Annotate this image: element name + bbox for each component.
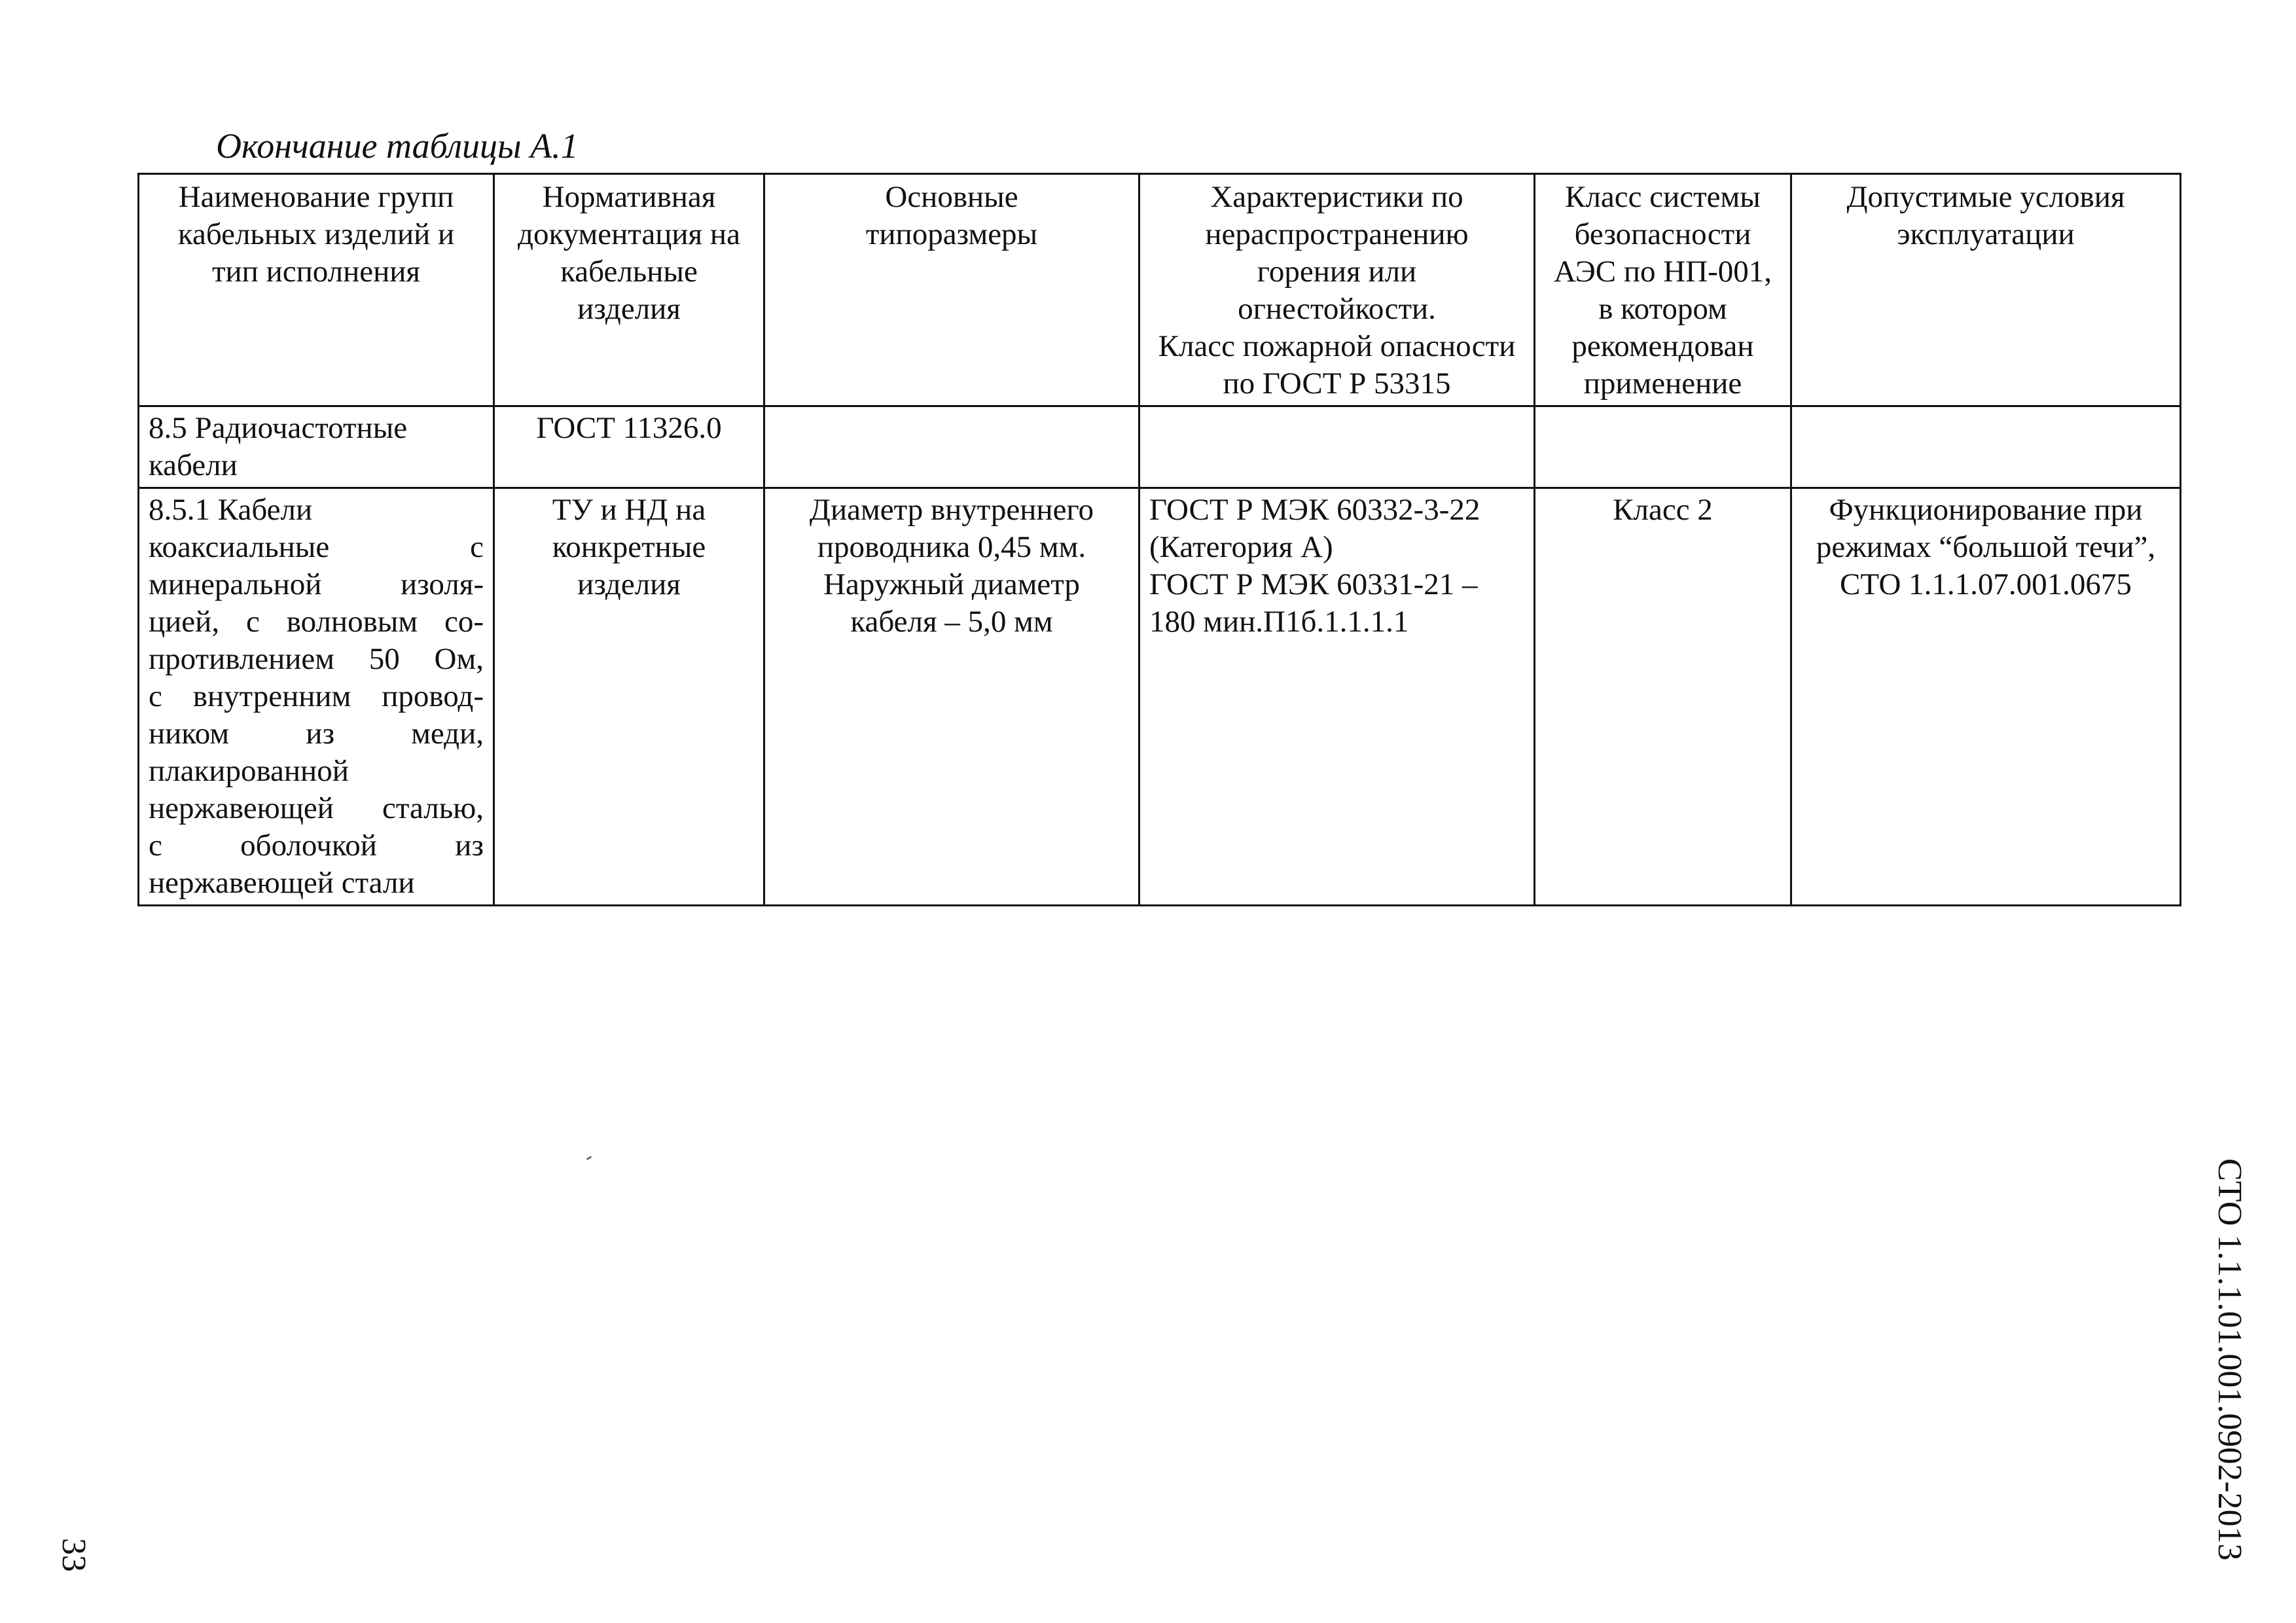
- header-text: Класс системы: [1565, 180, 1761, 214]
- header-text: нераспространению: [1205, 217, 1469, 251]
- cell-text: коаксиальные с: [149, 530, 484, 564]
- cell-operating-conditions: [1791, 488, 2181, 906]
- cell-normative-docs: [494, 488, 764, 906]
- cell-safety-class: [1535, 406, 1791, 488]
- cell-text: ником из меди,: [149, 717, 484, 751]
- cell-normative-docs: ГОСТ 11326.0: [494, 406, 764, 488]
- header-text: применение: [1583, 366, 1742, 401]
- scan-speck: [586, 1156, 592, 1160]
- header-text: документация на: [518, 217, 740, 251]
- cell-text: плакированной: [149, 754, 349, 788]
- header-text: Наименование групп: [178, 180, 454, 214]
- cell-text: нержавеющей стали: [149, 866, 415, 900]
- header-text: типоразмеры: [865, 217, 1038, 251]
- cell-text: 180 мин.П1б.1.1.1.1: [1149, 605, 1409, 639]
- header-text: кабельных изделий и: [177, 217, 455, 251]
- cell-text: Наружный диаметр: [823, 567, 1080, 601]
- cell-text: (Категория А): [1149, 530, 1333, 564]
- cell-text: Диаметр внутреннего: [809, 493, 1094, 527]
- cell-fire-characteristics: [1139, 488, 1535, 906]
- header-text: АЭС по НП-001,: [1553, 255, 1772, 289]
- header-text: Класс пожарной опасности: [1158, 329, 1516, 363]
- header-normative-docs: [494, 174, 764, 406]
- header-text: Характеристики по: [1210, 180, 1463, 214]
- header-text: рекомендован: [1571, 329, 1754, 363]
- cell-text: нержавеющей сталью,: [149, 791, 484, 825]
- cell-text: минеральной изоля-: [149, 567, 484, 601]
- cell-product-group: [139, 488, 494, 906]
- table-header-row: [139, 174, 2181, 406]
- spec-table: [137, 173, 2181, 906]
- cell-text: ГОСТ Р МЭК 60332-3-22: [1149, 493, 1480, 527]
- cell-text: 8.5 Радиочастотные: [149, 411, 408, 445]
- cell-operating-conditions: [1791, 406, 2181, 488]
- header-text: по ГОСТ Р 53315: [1223, 366, 1451, 401]
- header-text: Нормативная: [542, 180, 716, 214]
- document-code: СТО 1.1.1.01.001.0902-2013: [2211, 1158, 2248, 1561]
- cell-text: ГОСТ Р МЭК 60331-21 –: [1149, 567, 1478, 601]
- cell-text: режимах “большой течи”,: [1816, 530, 2156, 564]
- header-text: кабельные: [560, 255, 698, 289]
- cell-text: с оболочкой из: [149, 829, 484, 863]
- table-row: [139, 488, 2181, 906]
- table-caption: Окончание таблицы А.1: [216, 126, 579, 166]
- cell-text: проводника 0,45 мм.: [817, 530, 1086, 564]
- header-text: безопасности: [1574, 217, 1751, 251]
- header-text: в котором: [1598, 292, 1727, 326]
- cell-text: ТУ и НД на: [552, 493, 706, 527]
- table-row: [139, 406, 2181, 488]
- page-number: 33: [55, 1538, 92, 1572]
- cell-product-group: [139, 406, 494, 488]
- cell-text: Функционирование при: [1829, 493, 2143, 527]
- cell-sizes: [764, 406, 1139, 488]
- header-text: изделия: [577, 292, 681, 326]
- cell-text: 8.5.1 Кабели: [149, 493, 313, 527]
- header-text: тип исполнения: [211, 255, 421, 289]
- cell-text: СТО 1.1.1.07.001.0675: [1840, 567, 2132, 601]
- cell-sizes: [764, 488, 1139, 906]
- cell-text: конкретные: [552, 530, 706, 564]
- header-text: Основные: [885, 180, 1018, 214]
- cell-safety-class: Класс 2: [1535, 488, 1791, 906]
- header-text: горения или: [1257, 255, 1417, 289]
- cell-fire-characteristics: [1139, 406, 1535, 488]
- header-text: Допустимые условия: [1846, 180, 2125, 214]
- header-text: огнестойкости.: [1238, 292, 1436, 326]
- header-safety-class: [1535, 174, 1791, 406]
- header-fire-characteristics: [1139, 174, 1535, 406]
- header-operating-conditions: [1791, 174, 2181, 406]
- cell-text: кабеля – 5,0 мм: [850, 605, 1053, 639]
- header-product-group: [139, 174, 494, 406]
- header-sizes: [764, 174, 1139, 406]
- cell-text: с внутренним провод-: [149, 679, 484, 713]
- cell-text: цией, с волновым со-: [149, 605, 484, 639]
- cell-text: противлением 50 Ом,: [149, 642, 484, 676]
- cell-text: кабели: [149, 448, 238, 482]
- cell-text: изделия: [577, 567, 681, 601]
- header-text: эксплуатации: [1897, 217, 2075, 251]
